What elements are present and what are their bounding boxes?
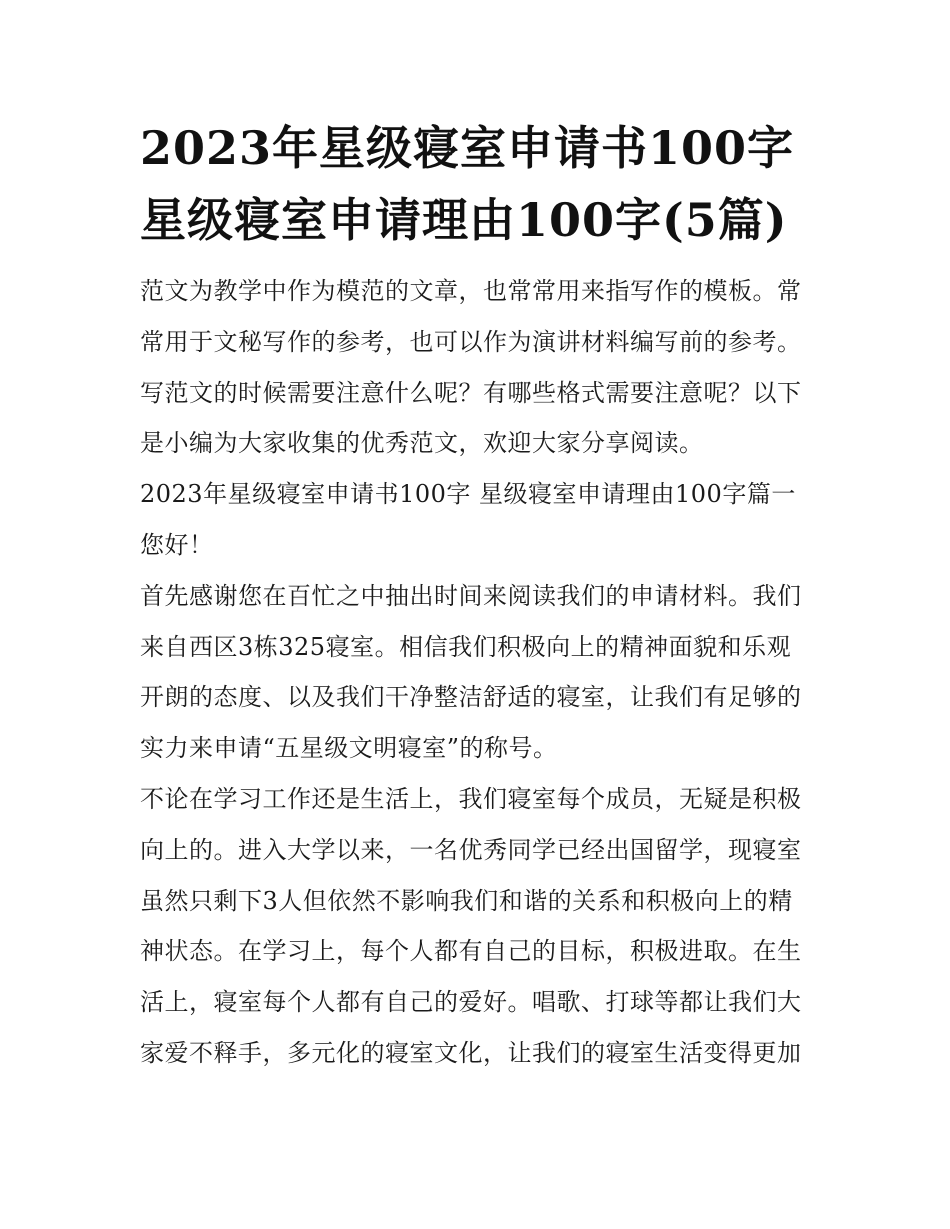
body-paragraph: 不论在学习工作还是生活上，我们寝室每个成员，无疑是积极向上的。进入大学以来，一名优秀同学已经出国留学，现寝室虽然只剩下3人但依然不影响我们和谐的关系和积极向上的精神状态。在学习上，每个人都有自己的目标，积极进取。在生活上，寝室每个人都有自己的爱好。唱歌、打球等都让我们大家爱不释手，多元化的寝室文化，让我们的寝室生活变得更加 [140, 784, 802, 1067]
greeting-paragraph: 您好！ [140, 530, 214, 559]
section-heading: 2023年星级寝室申请书100字 星级寝室申请理由100字篇一 [140, 480, 796, 509]
intro-paragraph: 范文为教学中作为模范的文章，也常常用来指写作的模板。常常用于文秘写作的参考，也可以作为演讲材料编写前的参考。写范文的时候需要注意什么呢？有哪些格式需要注意呢？以下是小编为大家收集的优秀范文，欢迎大家分享阅读。 [140, 277, 802, 458]
document-body [140, 112, 812, 1079]
body-paragraph: 首先感谢您在百忙之中抽出时间来阅读我们的申请材料。我们来自西区3栋325寝室。相信我们积极向上的精神面貌和乐观开朗的态度、以及我们干净整洁舒适的寝室，让我们有足够的实力来申请“五星级文明寝室”的称号。 [140, 581, 802, 763]
document-title: 2023年星级寝室申请书100字 星级寝室申请理由100字(5篇) [140, 121, 795, 247]
